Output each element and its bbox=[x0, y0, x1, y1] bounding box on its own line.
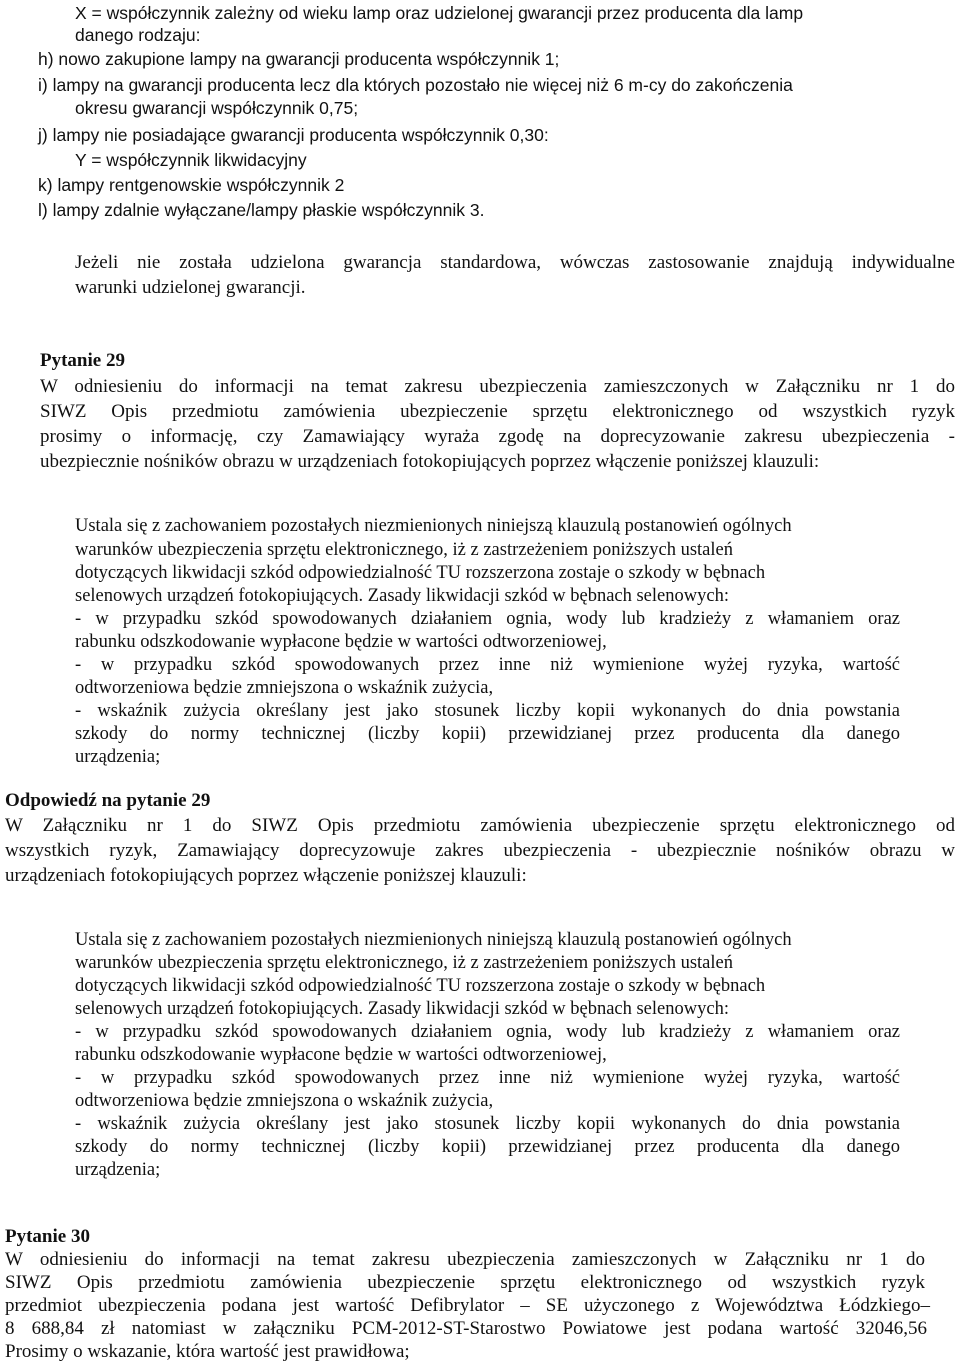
clause-line: Ustala się z zachowaniem pozostałych niezmienionych niniejszą klauzulą postanowień ogólnych bbox=[75, 516, 792, 536]
clause-line: - w przypadku szkód spowodowanych działaniem ognia, wody lub kradzieży z włamaniem oraz bbox=[75, 609, 900, 629]
item-i-cont: okresu gwarancji współczynnik 0,75; bbox=[75, 98, 359, 118]
clause-line: dotyczących likwidacji szkód odpowiedzialność TU rozszerzona zostaje o szkody w bębnach bbox=[75, 563, 766, 583]
question-29-line-4: ubezpiecznie nośników obrazu w urządzeniach fotokopiujących poprzez włączenie poniższej klauzuli: bbox=[40, 451, 820, 472]
answer-29-line-3: urządzeniach fotokopiujących poprzez włączenie poniższej klauzuli: bbox=[5, 865, 527, 886]
clause-line: dotyczących likwidacji szkód odpowiedzialność TU rozszerzona zostaje o szkody w bębnach bbox=[75, 976, 766, 996]
item-j: j) lampy nie posiadające gwarancji producenta współczynnik 0,30: bbox=[38, 125, 549, 145]
question-30-line-5: Prosimy o wskazanie, która wartość jest prawidłowa; bbox=[5, 1341, 410, 1362]
answer-29-heading: Odpowiedź na pytanie 29 bbox=[5, 790, 211, 811]
clause-line: rabunku odszkodowanie wypłacone będzie w wartości odtworzeniowej, bbox=[75, 632, 607, 652]
clause-line: Ustala się z zachowaniem pozostałych niezmienionych niniejszą klauzulą postanowień ogólnych bbox=[75, 930, 792, 950]
note-line-1: Jeżeli nie została udzielona gwarancja standardowa, wówczas zastosowanie znajdują indywidualne bbox=[75, 252, 955, 273]
item-l: l) lampy zdalnie wyłączane/lampy płaskie współczynnik 3. bbox=[38, 200, 485, 220]
question-30-line-3: przedmiot ubezpieczenia podana jest wartość Defibrylator – SE użyczonego z Województwa Łódzkiego– bbox=[5, 1295, 930, 1316]
question-30-heading: Pytanie 30 bbox=[5, 1226, 90, 1247]
question-29-heading: Pytanie 29 bbox=[40, 350, 125, 371]
clause-line: - wskaźnik zużycia określany jest jako stosunek liczby kopii wykonanych do dnia powstania bbox=[75, 701, 900, 721]
clause-line: urządzenia; bbox=[75, 1160, 161, 1180]
item-h: h) nowo zakupione lampy na gwarancji producenta współczynnik 1; bbox=[38, 49, 560, 69]
clause-line: - w przypadku szkód spowodowanych działaniem ognia, wody lub kradzieży z włamaniem oraz bbox=[75, 1022, 900, 1042]
question-29-line-1: W odniesieniu do informacji na temat zakresu ubezpieczenia zamieszczonych w Załączniku nr 1 do bbox=[40, 376, 955, 397]
clause-line: odtworzeniowa będzie zmniejszona o wskaźnik zużycia, bbox=[75, 678, 494, 698]
clause-line: warunków ubezpieczenia sprzętu elektronicznego, iż z zastrzeżeniem poniższych ustaleń bbox=[75, 953, 733, 973]
clause-line: selenowych urządzeń fotokopiujących. Zasady likwidacji szkód w bębnach selenowych: bbox=[75, 999, 729, 1019]
x-definition-cont: danego rodzaju: bbox=[75, 25, 201, 45]
clause-line: urządzenia; bbox=[75, 747, 161, 767]
clause-line: - w przypadku szkód spowodowanych przez inne niż wymienione wyżej ryzyka, wartość bbox=[75, 1068, 900, 1088]
clause-line: szkody do normy technicznej (liczby kopii) przewidzianej przez producenta dla danego bbox=[75, 724, 900, 744]
answer-29-line-1: W Załączniku nr 1 do SIWZ Opis przedmiotu zamówienia ubezpieczenie sprzętu elektronicznego od bbox=[5, 815, 955, 836]
item-i: i) lampy na gwarancji producenta lecz dla których pozostało nie więcej niż 6 m-cy do zakończenia bbox=[38, 75, 793, 95]
clause-line: - wskaźnik zużycia określany jest jako stosunek liczby kopii wykonanych do dnia powstania bbox=[75, 1114, 900, 1134]
clause-line: rabunku odszkodowanie wypłacone będzie w wartości odtworzeniowej, bbox=[75, 1045, 607, 1065]
answer-29-line-2: wszystkich ryzyk, Zamawiający doprecyzowuje zakres ubezpieczenia - ubezpiecznie nośników obrazu w bbox=[5, 840, 955, 861]
clause-line: warunków ubezpieczenia sprzętu elektronicznego, iż z zastrzeżeniem poniższych ustaleń bbox=[75, 540, 733, 560]
item-k: k) lampy rentgenowskie współczynnik 2 bbox=[38, 175, 345, 195]
clause-line: - w przypadku szkód spowodowanych przez inne niż wymienione wyżej ryzyka, wartość bbox=[75, 655, 900, 675]
note-line-2: warunki udzielonej gwarancji. bbox=[75, 277, 306, 298]
question-30-line-1: W odniesieniu do informacji na temat zakresu ubezpieczenia zamieszczonych w Załączniku nr 1 do bbox=[5, 1249, 925, 1270]
clause-line: odtworzeniowa będzie zmniejszona o wskaźnik zużycia, bbox=[75, 1091, 494, 1111]
question-30-line-4: 8 688,84 zł natomiast w załączniku PCM-2012-ST-Starostwo Powiatowe jest podana wartość 32046,56 bbox=[5, 1318, 927, 1339]
clause-line: szkody do normy technicznej (liczby kopii) przewidzianej przez producenta dla danego bbox=[75, 1137, 900, 1157]
question-29-line-3: prosimy o informację, czy Zamawiający wyraża zgodę na doprecyzowanie zakresu ubezpieczenia - bbox=[40, 426, 955, 447]
question-29-line-2: SIWZ Opis przedmiotu zamówienia ubezpieczenie sprzętu elektronicznego od wszystkich ryzyk bbox=[40, 401, 955, 422]
x-definition: X = współczynnik zależny od wieku lamp oraz udzielonej gwarancji przez producenta dla lamp bbox=[75, 3, 804, 23]
question-30-line-2: SIWZ Opis przedmiotu zamówienia ubezpieczenie sprzętu elektronicznego od wszystkich ryzyk bbox=[5, 1272, 925, 1293]
clause-line: selenowych urządzeń fotokopiujących. Zasady likwidacji szkód w bębnach selenowych: bbox=[75, 586, 729, 606]
y-definition: Y = współczynnik likwidacyjny bbox=[75, 150, 307, 170]
